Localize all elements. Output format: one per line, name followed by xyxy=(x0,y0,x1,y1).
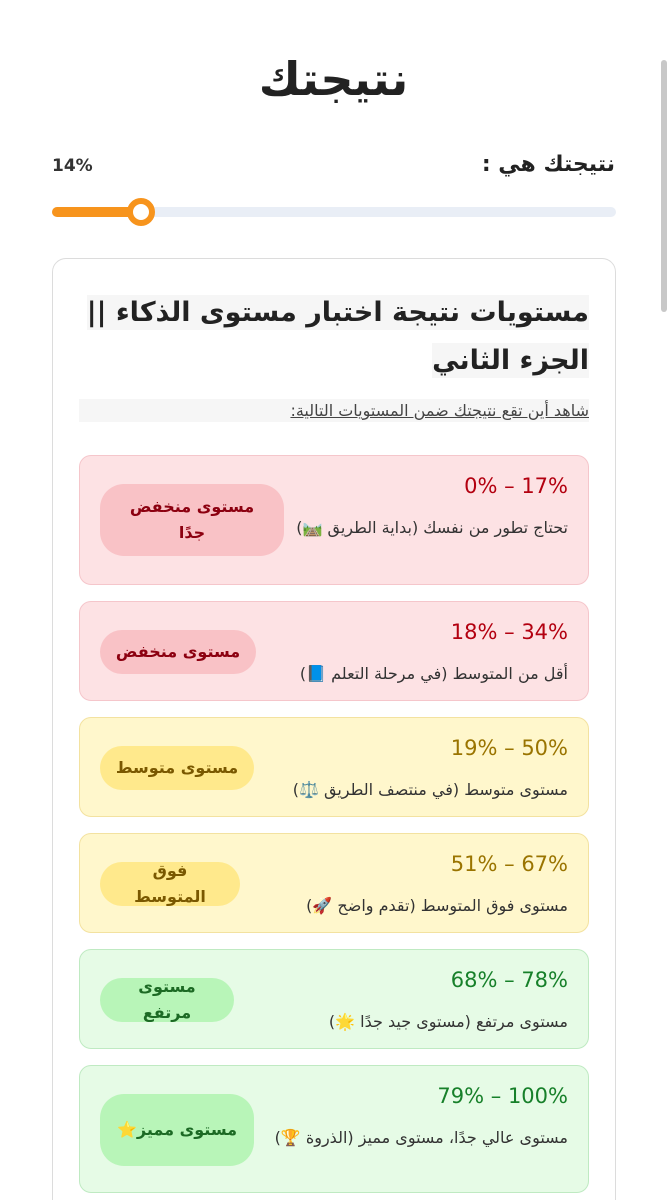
level-description: مستوى فوق المتوسط (تقدم واضح 🚀) xyxy=(306,896,568,915)
level-badge: مستوى مرتفع xyxy=(100,978,234,1022)
level-description: تحتاج تطور من نفسك (بداية الطريق 🛤️) xyxy=(296,518,568,537)
level-item-average xyxy=(79,717,589,817)
level-badge: مستوى مميز⭐ xyxy=(100,1094,254,1166)
level-description: مستوى متوسط (في منتصف الطريق ⚖️) xyxy=(292,780,568,799)
level-item-low xyxy=(79,601,589,701)
level-badge: مستوى منخفض xyxy=(100,630,256,674)
level-description: مستوى عالي جدًا، مستوى مميز (الذروة 🏆) xyxy=(274,1128,568,1147)
slider-thumb[interactable] xyxy=(127,198,155,226)
level-item-high xyxy=(79,949,589,1049)
levels-card-subheading: شاهد أين تقع نتيجتك ضمن المستويات التالية: xyxy=(79,399,589,422)
page-title: نتيجتك xyxy=(258,52,409,106)
level-range: 68% – 78% xyxy=(450,968,568,992)
level-badge: مستوى منخفض جدًا xyxy=(100,484,284,556)
level-badge: فوق المتوسط xyxy=(100,862,240,906)
level-range: 51% – 67% xyxy=(450,852,568,876)
heading-line-2: الجزء الثاني xyxy=(432,345,589,376)
score-value: 14% xyxy=(52,156,93,176)
level-range: 79% – 100% xyxy=(437,1084,568,1108)
level-item-above-average xyxy=(79,833,589,933)
level-range: 18% – 34% xyxy=(450,620,568,644)
level-item-very-low xyxy=(79,455,589,585)
level-description: أقل من المتوسط (في مرحلة التعلم 📘) xyxy=(299,664,568,683)
heading-line-1: مستويات نتيجة اختبار مستوى الذكاء || xyxy=(86,297,589,328)
level-description: مستوى مرتفع (مستوى جيد جدًا 🌟) xyxy=(328,1012,568,1031)
levels-card-heading xyxy=(69,289,589,385)
levels-card xyxy=(52,258,616,1200)
level-badge: مستوى متوسط xyxy=(100,746,254,790)
score-slider[interactable] xyxy=(52,198,616,226)
level-item-excellent xyxy=(79,1065,589,1193)
level-range: 0% – 17% xyxy=(464,474,568,498)
level-range: 19% – 50% xyxy=(450,736,568,760)
score-label: نتيجتك هي : xyxy=(481,152,615,177)
